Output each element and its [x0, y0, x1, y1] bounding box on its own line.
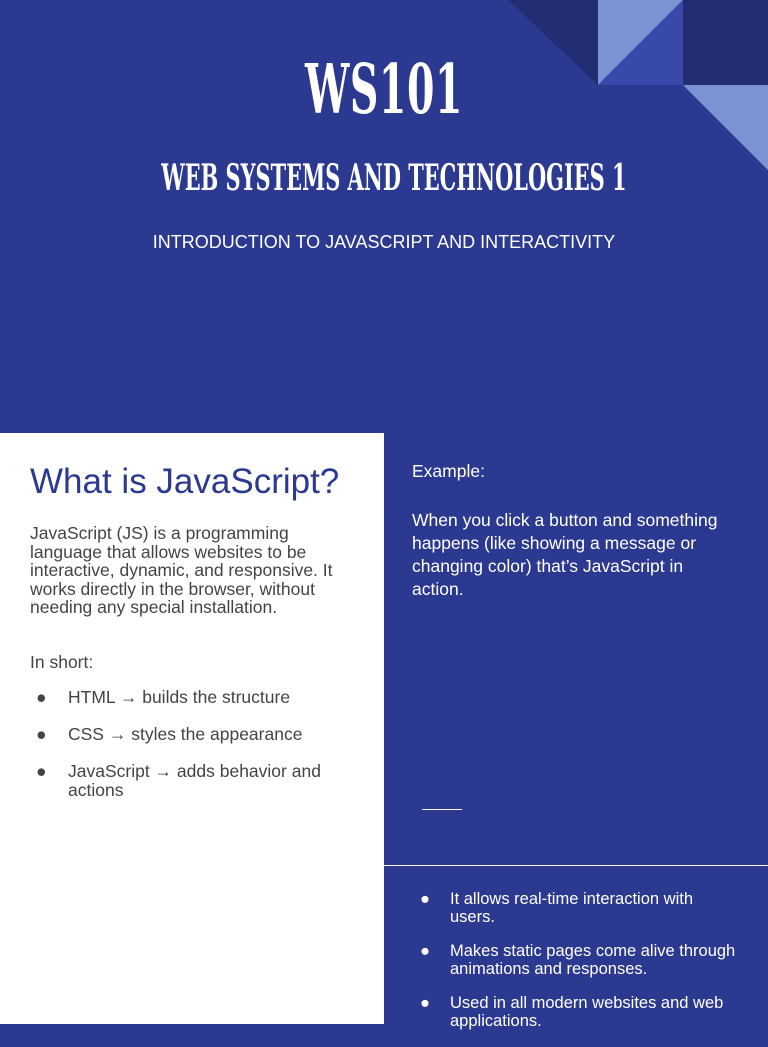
list-item: [30, 762, 360, 800]
list-item-text: HTML → builds the structure: [68, 687, 291, 707]
bullet-icon: ●: [420, 942, 430, 960]
in-short-label: In short:: [30, 652, 94, 672]
list-item: [412, 943, 742, 978]
deco-dark-square: [683, 0, 768, 85]
course-name-subtitle: WEB SYSTEMS AND TECHNOLOGIES 1: [161, 157, 627, 199]
example-panel: [384, 433, 768, 865]
deco-light-triangle-lower: [683, 85, 768, 170]
bullet-icon: ●: [36, 724, 47, 744]
title-slide: [0, 0, 768, 433]
section-heading: What is JavaScript?: [30, 462, 340, 501]
example-text: When you click a button and something happens (like showing a message or changing color) that’s JavaScript in action.: [412, 510, 718, 599]
example-label: Example:: [412, 461, 485, 481]
short-divider: [422, 809, 462, 810]
list-item-text: Used in all modern websites and web applications.: [450, 994, 724, 1030]
list-item: [30, 725, 360, 744]
bullet-icon: ●: [420, 890, 430, 908]
list-item: [412, 995, 742, 1030]
lesson-topic: INTRODUCTION TO JAVASCRIPT AND INTERACTIVITY: [152, 232, 616, 252]
course-code-title: WS101: [304, 50, 463, 130]
bullet-icon: ●: [420, 994, 430, 1012]
list-item-text: CSS → styles the appearance: [68, 724, 303, 744]
list-item-text: It allows real-time interaction with users.: [450, 890, 694, 926]
summary-list: [30, 688, 360, 818]
list-item-text: JavaScript → adds behavior and actions: [68, 761, 321, 800]
definition-paragraph: JavaScript (JS) is a programming language that allows websites to be interactive, dynamic, and responsive. It works directly in the browser, without needing any special installation.: [30, 523, 333, 617]
bullet-icon: ●: [36, 687, 47, 707]
list-item: [412, 891, 742, 926]
list-item-text: Makes static pages come alive through animations and responses.: [450, 942, 736, 978]
list-item: [30, 688, 360, 707]
bullet-icon: ●: [36, 761, 47, 781]
